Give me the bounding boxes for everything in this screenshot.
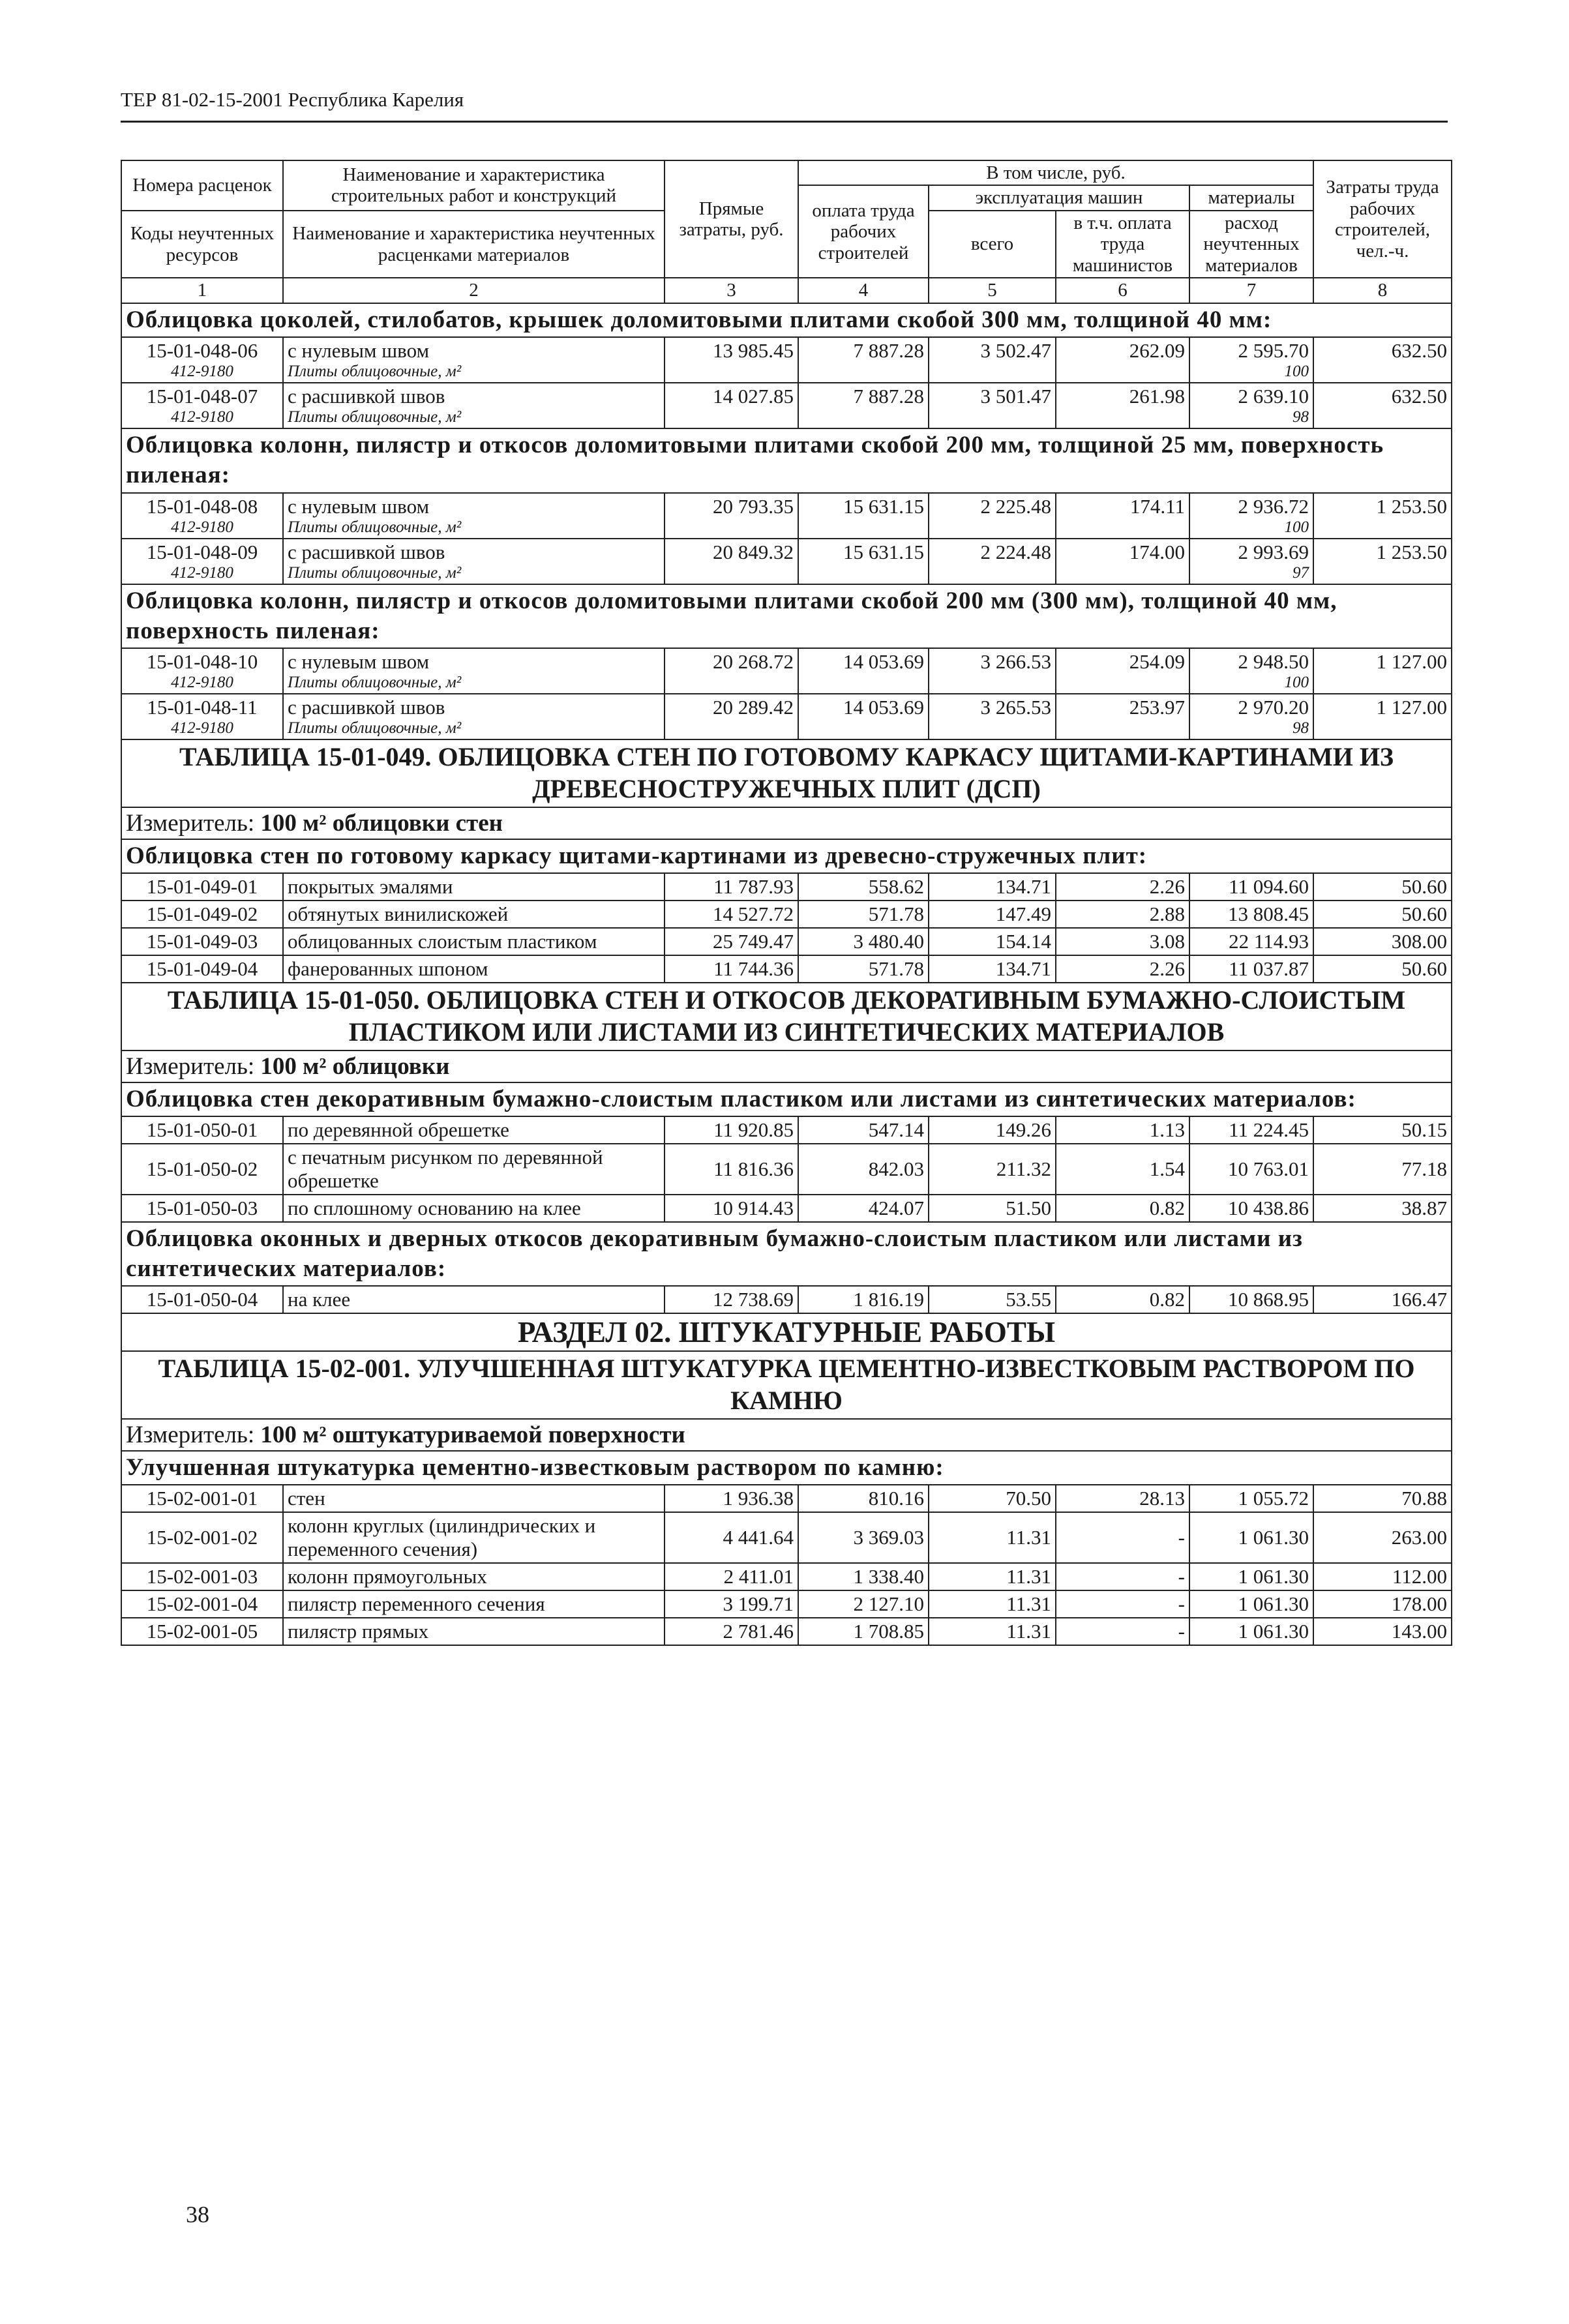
direct-cost: 20 793.35 [665,493,798,539]
machine-labor-cost: 174.11 [1056,493,1189,539]
labor-cost: 15 631.15 [798,493,929,539]
labor-hours: 1 253.50 [1313,493,1452,539]
table-row [121,1512,1452,1563]
work-name: покрытых эмалями [283,873,665,901]
material-cost: 13 808.45 [1189,901,1313,928]
col-header-hours: Затраты труда рабочих строителей, чел.-ч. [1313,160,1452,278]
document-header: ТЕР 81-02-15-2001 Республика Карелия [121,88,464,111]
material-cost [1189,694,1313,739]
work-name-value: с расшивкой швов [288,385,445,408]
work-name: колонн круглых (цилиндрических и переменного сечения) [283,1512,665,1563]
machine-labor-cost: 3.08 [1056,928,1189,955]
machine-labor-cost: 253.97 [1056,694,1189,739]
machine-cost: 11.31 [929,1618,1056,1645]
work-name-value: с расшивкой швов [288,696,445,719]
unit-label: Измеритель: [126,1421,255,1448]
machine-cost: 3 501.47 [929,383,1056,428]
table-row [121,1144,1452,1195]
material-cost-value: 2 595.70 [1238,339,1309,363]
table-title-row [121,1351,1452,1419]
table-title: ТАБЛИЦА 15-01-050. ОБЛИЦОВКА СТЕН И ОТКОСОВ ДЕКОРАТИВНЫМ БУМАЖНО-СЛОИСТЫМ ПЛАСТИКОМ ИЛИ ЛИСТАМИ ИЗ СИНТЕТИЧЕСКИХ МАТЕРИАЛОВ [121,983,1452,1050]
machine-labor-cost: - [1056,1590,1189,1618]
machine-cost: 53.55 [929,1286,1056,1313]
machine-cost: 51.50 [929,1195,1056,1222]
section-heading: Облицовка стен декоративным бумажно-слоистым пластиком или листами из синтетических материалов: [121,1082,1452,1116]
machine-labor-cost: 28.13 [1056,1485,1189,1512]
rate-code: 15-02-001-02 [121,1512,283,1563]
machine-labor-cost: - [1056,1512,1189,1563]
section-heading: Улучшенная штукатурка цементно-известковым раствором по камню: [121,1451,1452,1485]
machine-labor-cost: 2.26 [1056,873,1189,901]
col-header-codes: Номера расценок [121,160,283,211]
work-name: с печатным рисунком по деревянной обрешетке [283,1144,665,1195]
page-number: 38 [186,2201,209,2227]
resource-material-cost: 98 [1293,719,1309,737]
rate-code: 15-01-050-02 [121,1144,283,1195]
material-cost: 11 094.60 [1189,873,1313,901]
material-cost: 11 037.87 [1189,955,1313,983]
table-title: ТАБЛИЦА 15-01-049. ОБЛИЦОВКА СТЕН ПО ГОТОВОМУ КАРКАСУ ЩИТАМИ-КАРТИНАМИ ИЗ ДРЕВЕСНОСТРУЖЕЧНЫХ ПЛИТ (ДСП) [121,739,1452,807]
table-row [121,337,1452,383]
rate-code: 15-02-001-01 [121,1485,283,1512]
direct-cost: 3 199.71 [665,1590,798,1618]
rate-code-value: 15-01-048-11 [147,696,258,719]
col-header-res-name: Наименование и характеристика неучтенных расценками материалов [283,211,665,278]
section-heading: Облицовка оконных и дверных откосов декоративным бумажно-слоистым пластиком или листами из синтетических материалов: [121,1222,1452,1287]
direct-cost: 2 781.46 [665,1618,798,1645]
material-cost: 1 055.72 [1189,1485,1313,1512]
labor-cost: 571.78 [798,955,929,983]
work-name: пилястр прямых [283,1618,665,1645]
col-num: 4 [798,278,929,303]
work-name [283,648,665,694]
material-cost: 10 868.95 [1189,1286,1313,1313]
direct-cost: 10 914.43 [665,1195,798,1222]
material-cost: 10 438.86 [1189,1195,1313,1222]
rate-code: 15-02-001-03 [121,1563,283,1590]
col-header-mach-total: всего [929,211,1056,278]
resource-material-cost: 100 [1284,363,1309,381]
material-cost: 1 061.30 [1189,1618,1313,1645]
machine-cost: 211.32 [929,1144,1056,1195]
labor-hours: 50.60 [1313,901,1452,928]
rate-code [121,694,283,739]
material-cost-value: 2 936.72 [1238,494,1309,518]
labor-hours: 38.87 [1313,1195,1452,1222]
col-header-including: В том числе, руб. [798,160,1313,185]
machine-labor-cost: 1.54 [1056,1144,1189,1195]
direct-cost: 14 027.85 [665,383,798,428]
rate-code [121,539,283,584]
machine-cost: 154.14 [929,928,1056,955]
labor-hours: 70.88 [1313,1485,1452,1512]
machine-cost: 2 224.48 [929,539,1056,584]
resource-rate-code: 412-9180 [171,674,233,692]
machine-labor-cost: 0.82 [1056,1195,1189,1222]
work-name [283,383,665,428]
machine-cost: 2 225.48 [929,493,1056,539]
resource-rate-code: 412-9180 [171,719,233,737]
resource-rate-code: 412-9180 [171,363,233,381]
rate-code [121,383,283,428]
labor-hours: 263.00 [1313,1512,1452,1563]
work-name: облицованных слоистым пластиком [283,928,665,955]
material-cost: 1 061.30 [1189,1590,1313,1618]
table-row [121,1116,1452,1144]
col-header-res-codes: Коды неучтенных ресурсов [121,211,283,278]
labor-cost: 14 053.69 [798,694,929,739]
direct-cost: 12 738.69 [665,1286,798,1313]
table-row [121,694,1452,739]
material-cost: 11 224.45 [1189,1116,1313,1144]
table-row [121,928,1452,955]
labor-cost: 1 708.85 [798,1618,929,1645]
labor-hours: 1 253.50 [1313,539,1452,584]
labor-hours: 112.00 [1313,1563,1452,1590]
machine-cost: 3 266.53 [929,648,1056,694]
work-name: по сплошному основанию на клее [283,1195,665,1222]
section-heading-row [121,1082,1452,1116]
col-header-mat-usage: расход неучтенных материалов [1189,211,1313,278]
machine-cost: 11.31 [929,1563,1056,1590]
unit-value: 100 м² оштукатуриваемой поверхности [260,1421,685,1448]
col-num: 7 [1189,278,1313,303]
section-heading-row [121,584,1452,649]
labor-hours: 308.00 [1313,928,1452,955]
material-cost: 22 114.93 [1189,928,1313,955]
rate-code-value: 15-01-048-10 [146,650,258,674]
material-cost [1189,337,1313,383]
material-cost-value: 2 993.69 [1238,540,1309,563]
machine-cost: 70.50 [929,1485,1056,1512]
labor-hours: 77.18 [1313,1144,1452,1195]
machine-cost: 134.71 [929,955,1056,983]
labor-cost: 7 887.28 [798,337,929,383]
direct-cost: 20 849.32 [665,539,798,584]
work-name: пилястр переменного сечения [283,1590,665,1618]
work-name-value: с нулевым швом [288,339,430,363]
machine-labor-cost: 254.09 [1056,648,1189,694]
section-title: РАЗДЕЛ 02. ШТУКАТУРНЫЕ РАБОТЫ [121,1313,1452,1351]
labor-hours: 50.15 [1313,1116,1452,1144]
col-header-name: Наименование и характеристика строительных работ и конструкций [283,160,665,211]
table-row [121,873,1452,901]
machine-labor-cost: 1.13 [1056,1116,1189,1144]
section-heading-row [121,1222,1452,1287]
machine-cost: 3 502.47 [929,337,1056,383]
direct-cost: 2 411.01 [665,1563,798,1590]
direct-cost: 11 816.36 [665,1144,798,1195]
resource-work-name: Плиты облицовочные, м² [288,719,462,737]
section-heading: Облицовка колонн, пилястр и откосов доломитовыми плитами скобой 200 мм (300 мм), толщиной 40 мм, поверхность пиленая: [121,584,1452,649]
labor-hours: 50.60 [1313,955,1452,983]
resource-material-cost: 100 [1284,518,1309,536]
table-row [121,493,1452,539]
rate-code-value: 15-01-048-09 [146,540,258,563]
labor-cost: 810.16 [798,1485,929,1512]
material-cost [1189,539,1313,584]
work-name: стен [283,1485,665,1512]
work-name: на клее [283,1286,665,1313]
rate-code: 15-01-049-02 [121,901,283,928]
direct-cost: 14 527.72 [665,901,798,928]
machine-cost: 149.26 [929,1116,1056,1144]
col-num: 3 [665,278,798,303]
col-header-mach-labor: в т.ч. оплата труда машинистов [1056,211,1189,278]
section-heading-row [121,428,1452,493]
direct-cost: 20 268.72 [665,648,798,694]
unit-label: Измеритель: [126,809,255,837]
work-name: по деревянной обрешетке [283,1116,665,1144]
labor-hours: 1 127.00 [1313,648,1452,694]
labor-hours: 1 127.00 [1313,694,1452,739]
rate-code-value: 15-01-048-07 [146,385,258,408]
direct-cost: 11 744.36 [665,955,798,983]
labor-cost: 3 480.40 [798,928,929,955]
labor-cost: 1 816.19 [798,1286,929,1313]
unit-row [121,807,1452,839]
direct-cost: 11 920.85 [665,1116,798,1144]
material-cost: 10 763.01 [1189,1144,1313,1195]
labor-cost: 571.78 [798,901,929,928]
table-row [121,539,1452,584]
resource-material-cost: 98 [1293,408,1309,426]
work-name-value: с нулевым швом [288,650,430,674]
col-header-machines: эксплуатация машин [929,185,1189,210]
table-row [121,1286,1452,1313]
unit-row [121,1419,1452,1451]
resource-rate-code: 412-9180 [171,518,233,536]
col-num: 5 [929,278,1056,303]
work-name [283,337,665,383]
table-row [121,383,1452,428]
rates-table [121,160,1452,1646]
work-name [283,539,665,584]
labor-cost: 558.62 [798,873,929,901]
direct-cost: 11 787.93 [665,873,798,901]
unit-value: 100 м² облицовки стен [260,809,503,837]
header-rule [121,121,1448,123]
machine-labor-cost: 262.09 [1056,337,1189,383]
rate-code: 15-01-049-03 [121,928,283,955]
unit-label: Измеритель: [126,1052,255,1080]
work-name [283,694,665,739]
resource-rate-code: 412-9180 [171,408,233,426]
table-row [121,1590,1452,1618]
section-heading: Облицовка стен по готовому каркасу щитами-картинами из древесно-стружечных плит: [121,839,1452,873]
table-row [121,901,1452,928]
rate-code: 15-01-049-04 [121,955,283,983]
resource-work-name: Плиты облицовочные, м² [288,408,462,426]
material-cost [1189,383,1313,428]
material-cost [1189,648,1313,694]
material-cost-value: 2 970.20 [1238,696,1309,719]
labor-cost: 15 631.15 [798,539,929,584]
machine-labor-cost: 2.88 [1056,901,1189,928]
machine-labor-cost: 0.82 [1056,1286,1189,1313]
table-row [121,955,1452,983]
rate-code [121,648,283,694]
machine-cost: 134.71 [929,873,1056,901]
labor-cost: 547.14 [798,1116,929,1144]
machine-cost: 11.31 [929,1590,1056,1618]
column-number-row [121,278,1452,303]
section-title-row [121,1313,1452,1351]
work-name-value: с нулевым швом [288,494,430,518]
machine-cost: 3 265.53 [929,694,1056,739]
labor-hours: 166.47 [1313,1286,1452,1313]
work-name [283,493,665,539]
section-heading-row [121,1451,1452,1485]
labor-cost: 14 053.69 [798,648,929,694]
machine-cost: 11.31 [929,1512,1056,1563]
machine-labor-cost: 2.26 [1056,955,1189,983]
col-num: 2 [283,278,665,303]
table-row [121,1485,1452,1512]
rate-code [121,493,283,539]
labor-cost: 842.03 [798,1144,929,1195]
unit-row [121,1050,1452,1082]
table-row [121,1195,1452,1222]
rate-code: 15-01-050-03 [121,1195,283,1222]
section-heading-row [121,303,1452,337]
machine-labor-cost: - [1056,1618,1189,1645]
resource-material-cost: 100 [1284,674,1309,692]
col-header-direct: Прямые затраты, руб. [665,160,798,278]
rate-code: 15-01-050-01 [121,1116,283,1144]
labor-hours: 632.50 [1313,337,1452,383]
labor-hours: 178.00 [1313,1590,1452,1618]
rate-code: 15-02-001-04 [121,1590,283,1618]
labor-cost: 1 338.40 [798,1563,929,1590]
rate-code: 15-02-001-05 [121,1618,283,1645]
labor-hours: 50.60 [1313,873,1452,901]
rate-code-value: 15-01-048-08 [146,494,258,518]
resource-rate-code: 412-9180 [171,563,233,582]
table-row [121,648,1452,694]
measure-unit [121,807,1452,839]
table-row [121,1563,1452,1590]
unit-value: 100 м² облицовки [260,1052,450,1080]
resource-work-name: Плиты облицовочные, м² [288,563,462,582]
rate-code [121,337,283,383]
labor-cost: 7 887.28 [798,383,929,428]
table-title-row [121,983,1452,1050]
material-cost-value: 2 948.50 [1238,650,1309,674]
machine-cost: 147.49 [929,901,1056,928]
table-title-row [121,739,1452,807]
labor-hours: 632.50 [1313,383,1452,428]
section-heading-row [121,839,1452,873]
machine-labor-cost: 261.98 [1056,383,1189,428]
labor-cost: 424.07 [798,1195,929,1222]
material-cost-value: 2 639.10 [1238,385,1309,408]
resource-work-name: Плиты облицовочные, м² [288,674,462,692]
rate-code-value: 15-01-048-06 [146,339,258,363]
direct-cost: 1 936.38 [665,1485,798,1512]
work-name-value: с расшивкой швов [288,540,445,563]
table-row [121,1618,1452,1645]
labor-cost: 2 127.10 [798,1590,929,1618]
resource-work-name: Плиты облицовочные, м² [288,363,462,381]
measure-unit [121,1050,1452,1082]
section-heading: Облицовка цоколей, стилобатов, крышек доломитовыми плитами скобой 300 мм, толщиной 40 мм: [121,303,1452,337]
col-header-materials: материалы [1189,185,1313,210]
resource-material-cost: 97 [1293,563,1309,582]
material-cost: 1 061.30 [1189,1563,1313,1590]
work-name: колонн прямоугольных [283,1563,665,1590]
col-num: 8 [1313,278,1452,303]
section-heading: Облицовка колонн, пилястр и откосов доломитовыми плитами скобой 200 мм, толщиной 25 мм, поверхность пиленая: [121,428,1452,493]
direct-cost: 13 985.45 [665,337,798,383]
table-title: ТАБЛИЦА 15-02-001. УЛУЧШЕННАЯ ШТУКАТУРКА ЦЕМЕНТНО-ИЗВЕСТКОВЫМ РАСТВОРОМ ПО КАМНЮ [121,1351,1452,1419]
work-name: обтянутых винилискожей [283,901,665,928]
machine-labor-cost: 174.00 [1056,539,1189,584]
material-cost [1189,493,1313,539]
resource-work-name: Плиты облицовочные, м² [288,518,462,536]
work-name: фанерованных шпоном [283,955,665,983]
rate-code: 15-01-050-04 [121,1286,283,1313]
labor-hours: 143.00 [1313,1618,1452,1645]
direct-cost: 4 441.64 [665,1512,798,1563]
col-header-labor: оплата труда рабочих строителей [798,185,929,278]
material-cost: 1 061.30 [1189,1512,1313,1563]
col-num: 6 [1056,278,1189,303]
direct-cost: 20 289.42 [665,694,798,739]
labor-cost: 3 369.03 [798,1512,929,1563]
col-num: 1 [121,278,283,303]
rate-code: 15-01-049-01 [121,873,283,901]
machine-labor-cost: - [1056,1563,1189,1590]
direct-cost: 25 749.47 [665,928,798,955]
measure-unit [121,1419,1452,1451]
